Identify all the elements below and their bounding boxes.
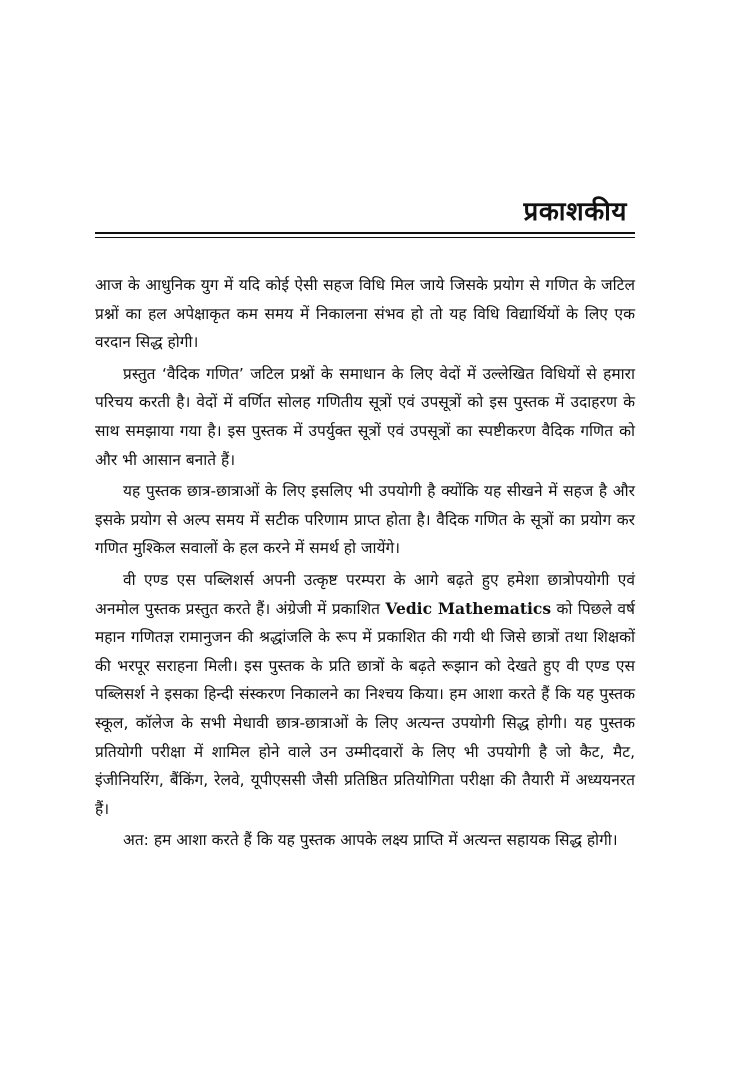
page-title: प्रकाशकीय (523, 197, 627, 227)
paragraph: प्रस्तुत ‘वैदिक गणित’ जटिल प्रश्नों के समाधान के लिए वेदों में उल्लेखित विधियों से हमारा परिचय करती है। वेदों में वर्णित सोलह गणितीय सूत्रों एवं उपसूत्रों को इस पुस्तक में उदाहरण के साथ समझाया गया है। इस पुस्तक में उपर्युक्त सूत्रों एवं उपसूत्रों का स्पष्टीकरण वैदिक गणित को और भी आसान बनाते हैं। (95, 364, 635, 469)
page (95, 196, 635, 855)
paragraph-text: वी एण्ड एस पब्लिशर्स अपनी उत्कृष्ट परम्परा के आगे बढ़ते हुए हमेशा छात्रोपयोगी एवं अनमोल पुस्तक प्रस्तुत करते हैं। अंग्रेजी में प्रकाशित (95, 570, 635, 618)
book-title: Vedic Mathematics (385, 598, 552, 618)
paragraph: यह पुस्तक छात्र-छात्राओं के लिए इसलिए भी उपयोगी है क्योंकि यह सीखने में सहज है और इसके प्रयोग से अल्प समय में सटीक परिणाम प्राप्त होता है। वैदिक गणित के सूत्रों का प्रयोग कर गणित मुश्किल सवालों के हल करने में समर्थ हो जायेंगे। (95, 482, 636, 558)
title-rule-thick (95, 232, 635, 234)
paragraph: अत: हम आशा करते हैं कि यह पुस्तक आपके लक्ष्य प्राप्ति में अत्यन्त सहायक सिद्ध होगी। (123, 831, 618, 850)
paragraph-text: को पिछले वर्ष महान गणितज्ञ रामानुजन की श्रद्धांजलि के रूप में प्रकाशित की गयी थी जिसे छात्रों तथा शिक्षकों की भरपूर सराहना मिली। इस पुस्तक के प्रति छात्रों के बढ़ते रूझान को देखते हुए वी एण्ड एस पब्लिसर्श ने इसका हिन्दी संस्करण निकालने का निश्चय किया। हम आशा करते हैं कि यह पुस्तक स्कूल, कॉलेज के सभी मेधावी छात्र-छात्राओं के लिए अत्यन्त उपयोगी सिद्ध होगी। यह पुस्तक प्रतियोगी परीक्षा में शामिल होने वाले उन उम्मीदवारों के लिए भी उपयोगी है जो कैट, मैट, इंजीनियरिंग, बैंकिंग, रेलवे, यूपीएससी जैसी प्रतिष्ठित प्रतियोगिता परीक्षा की तैयारी में अध्ययनरत हैं। (95, 599, 635, 818)
title-rule-thin (95, 237, 635, 238)
paragraph (95, 566, 635, 823)
body-text (95, 271, 635, 855)
paragraph: आज के आधुनिक युग में यदि कोई ऐसी सहज विधि मिल जाये जिसके प्रयोग से गणित के जटिल प्रश्नों का हल अपेक्षाकृत कम समय में निकालना संभव हो तो यह विधि विद्यार्थियों के लिए एक वरदान सिद्ध होगी। (95, 276, 635, 352)
heading-block (95, 196, 635, 228)
